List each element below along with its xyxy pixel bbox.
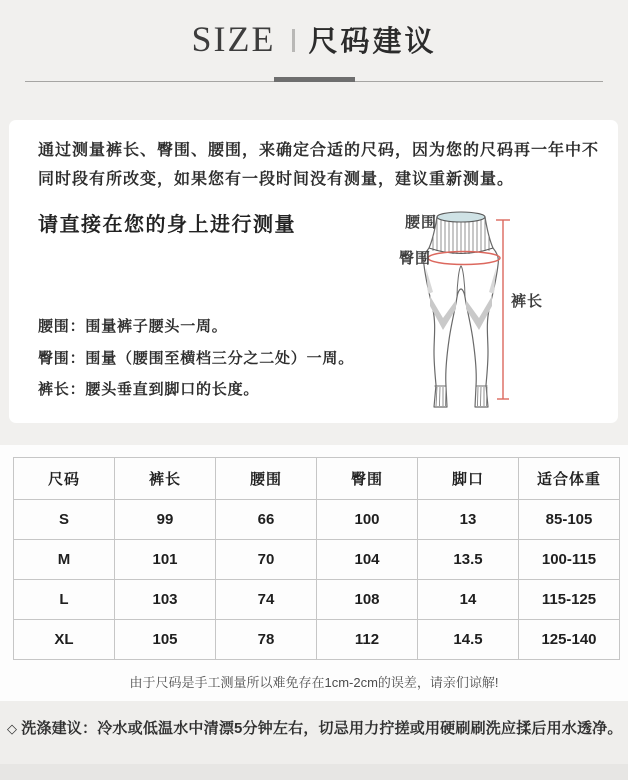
- washing-text: 冷水或低温水中清漂5分钟左右，切忌用力拧搓或用硬刷刷洗应揉后用水透净。: [97, 720, 623, 737]
- diagram-hip-label: 臀围: [399, 250, 432, 267]
- cell: 13.5: [418, 540, 519, 580]
- cell: 66: [216, 500, 317, 540]
- cell: S: [14, 500, 115, 540]
- length-measure-line: [496, 220, 510, 399]
- col-header-hip: 臀围: [317, 458, 418, 500]
- measure-item-hip-label: 臀围：: [38, 349, 86, 367]
- measure-item-hip-text: 围量（腰围至横档三分之二处）一周。: [85, 349, 355, 367]
- washing-label: 洗涤建议：: [21, 720, 98, 737]
- table-row-xl: [14, 620, 620, 660]
- waist-opening: [437, 212, 485, 222]
- col-header-size: 尺码: [14, 458, 115, 500]
- cell: 101: [115, 540, 216, 580]
- table-row-l: [14, 580, 620, 620]
- cell: 115-125: [519, 580, 620, 620]
- size-table-section: [0, 445, 628, 701]
- cell: 108: [317, 580, 418, 620]
- col-header-weight: 适合体重: [519, 458, 620, 500]
- cell: 74: [216, 580, 317, 620]
- diagram-waist-label: 腰围: [405, 214, 438, 231]
- cell: 100: [317, 500, 418, 540]
- leggings-diagram: [383, 196, 618, 422]
- title-chinese: 尺码建议: [308, 25, 437, 58]
- cell: 104: [317, 540, 418, 580]
- diagram-length-label: 裤长: [511, 293, 544, 310]
- table-row-s: [14, 500, 620, 540]
- diamond-icon: ◇: [7, 721, 18, 736]
- title-divider: [25, 81, 603, 82]
- cell: 14.5: [418, 620, 519, 660]
- cell: 125-140: [519, 620, 620, 660]
- cell: 100-115: [519, 540, 620, 580]
- measure-item-waist: [38, 311, 354, 343]
- washing-note-band: [0, 701, 628, 764]
- intro-paragraph: 通过测量裤长、臀围、腰围，来确定合适的尺码，因为您的尺码再一年中不同时段有所改变，如果您有一段时间没有测量，建议重新测量。: [38, 142, 600, 188]
- measure-instructions: [38, 311, 354, 406]
- measure-item-length-text: 腰头垂直到脚口的长度。: [85, 381, 260, 398]
- measurement-card: [9, 120, 618, 423]
- page-title: [0, 16, 628, 62]
- waistband-ribbing: [433, 219, 489, 254]
- cell: L: [14, 580, 115, 620]
- bottom-strip: [0, 764, 628, 780]
- measure-heading: 请直接在您的身上进行测量: [38, 214, 296, 236]
- measure-item-waist-text: 围量裤子腰头一周。: [85, 318, 228, 335]
- cell: 99: [115, 500, 216, 540]
- col-header-waist: 腰围: [216, 458, 317, 500]
- measure-item-length-label: 裤长：: [38, 381, 86, 398]
- title-latin: SIZE: [191, 19, 276, 59]
- cell: M: [14, 540, 115, 580]
- measure-item-hip: [38, 343, 354, 375]
- size-table: [13, 457, 620, 660]
- measure-item-length: [38, 374, 354, 406]
- cell: 70: [216, 540, 317, 580]
- cell: 13: [418, 500, 519, 540]
- cell: 78: [216, 620, 317, 660]
- washing-note: [7, 717, 623, 738]
- cell: 14: [418, 580, 519, 620]
- cell: 112: [317, 620, 418, 660]
- size-table-header-row: [14, 458, 620, 500]
- cell: XL: [14, 620, 115, 660]
- measure-item-waist-label: 腰围：: [38, 318, 86, 335]
- title-separator-bar: [292, 29, 295, 52]
- tolerance-note: 由于尺码是手工测量所以难免存在1cm-2cm的误差，请亲们谅解!: [129, 675, 499, 690]
- table-row-m: [14, 540, 620, 580]
- divider-accent: [274, 77, 355, 82]
- cell: 105: [115, 620, 216, 660]
- cell: 103: [115, 580, 216, 620]
- col-header-leg-opening: 脚口: [418, 458, 519, 500]
- col-header-pants-length: 裤长: [115, 458, 216, 500]
- cell: 85-105: [519, 500, 620, 540]
